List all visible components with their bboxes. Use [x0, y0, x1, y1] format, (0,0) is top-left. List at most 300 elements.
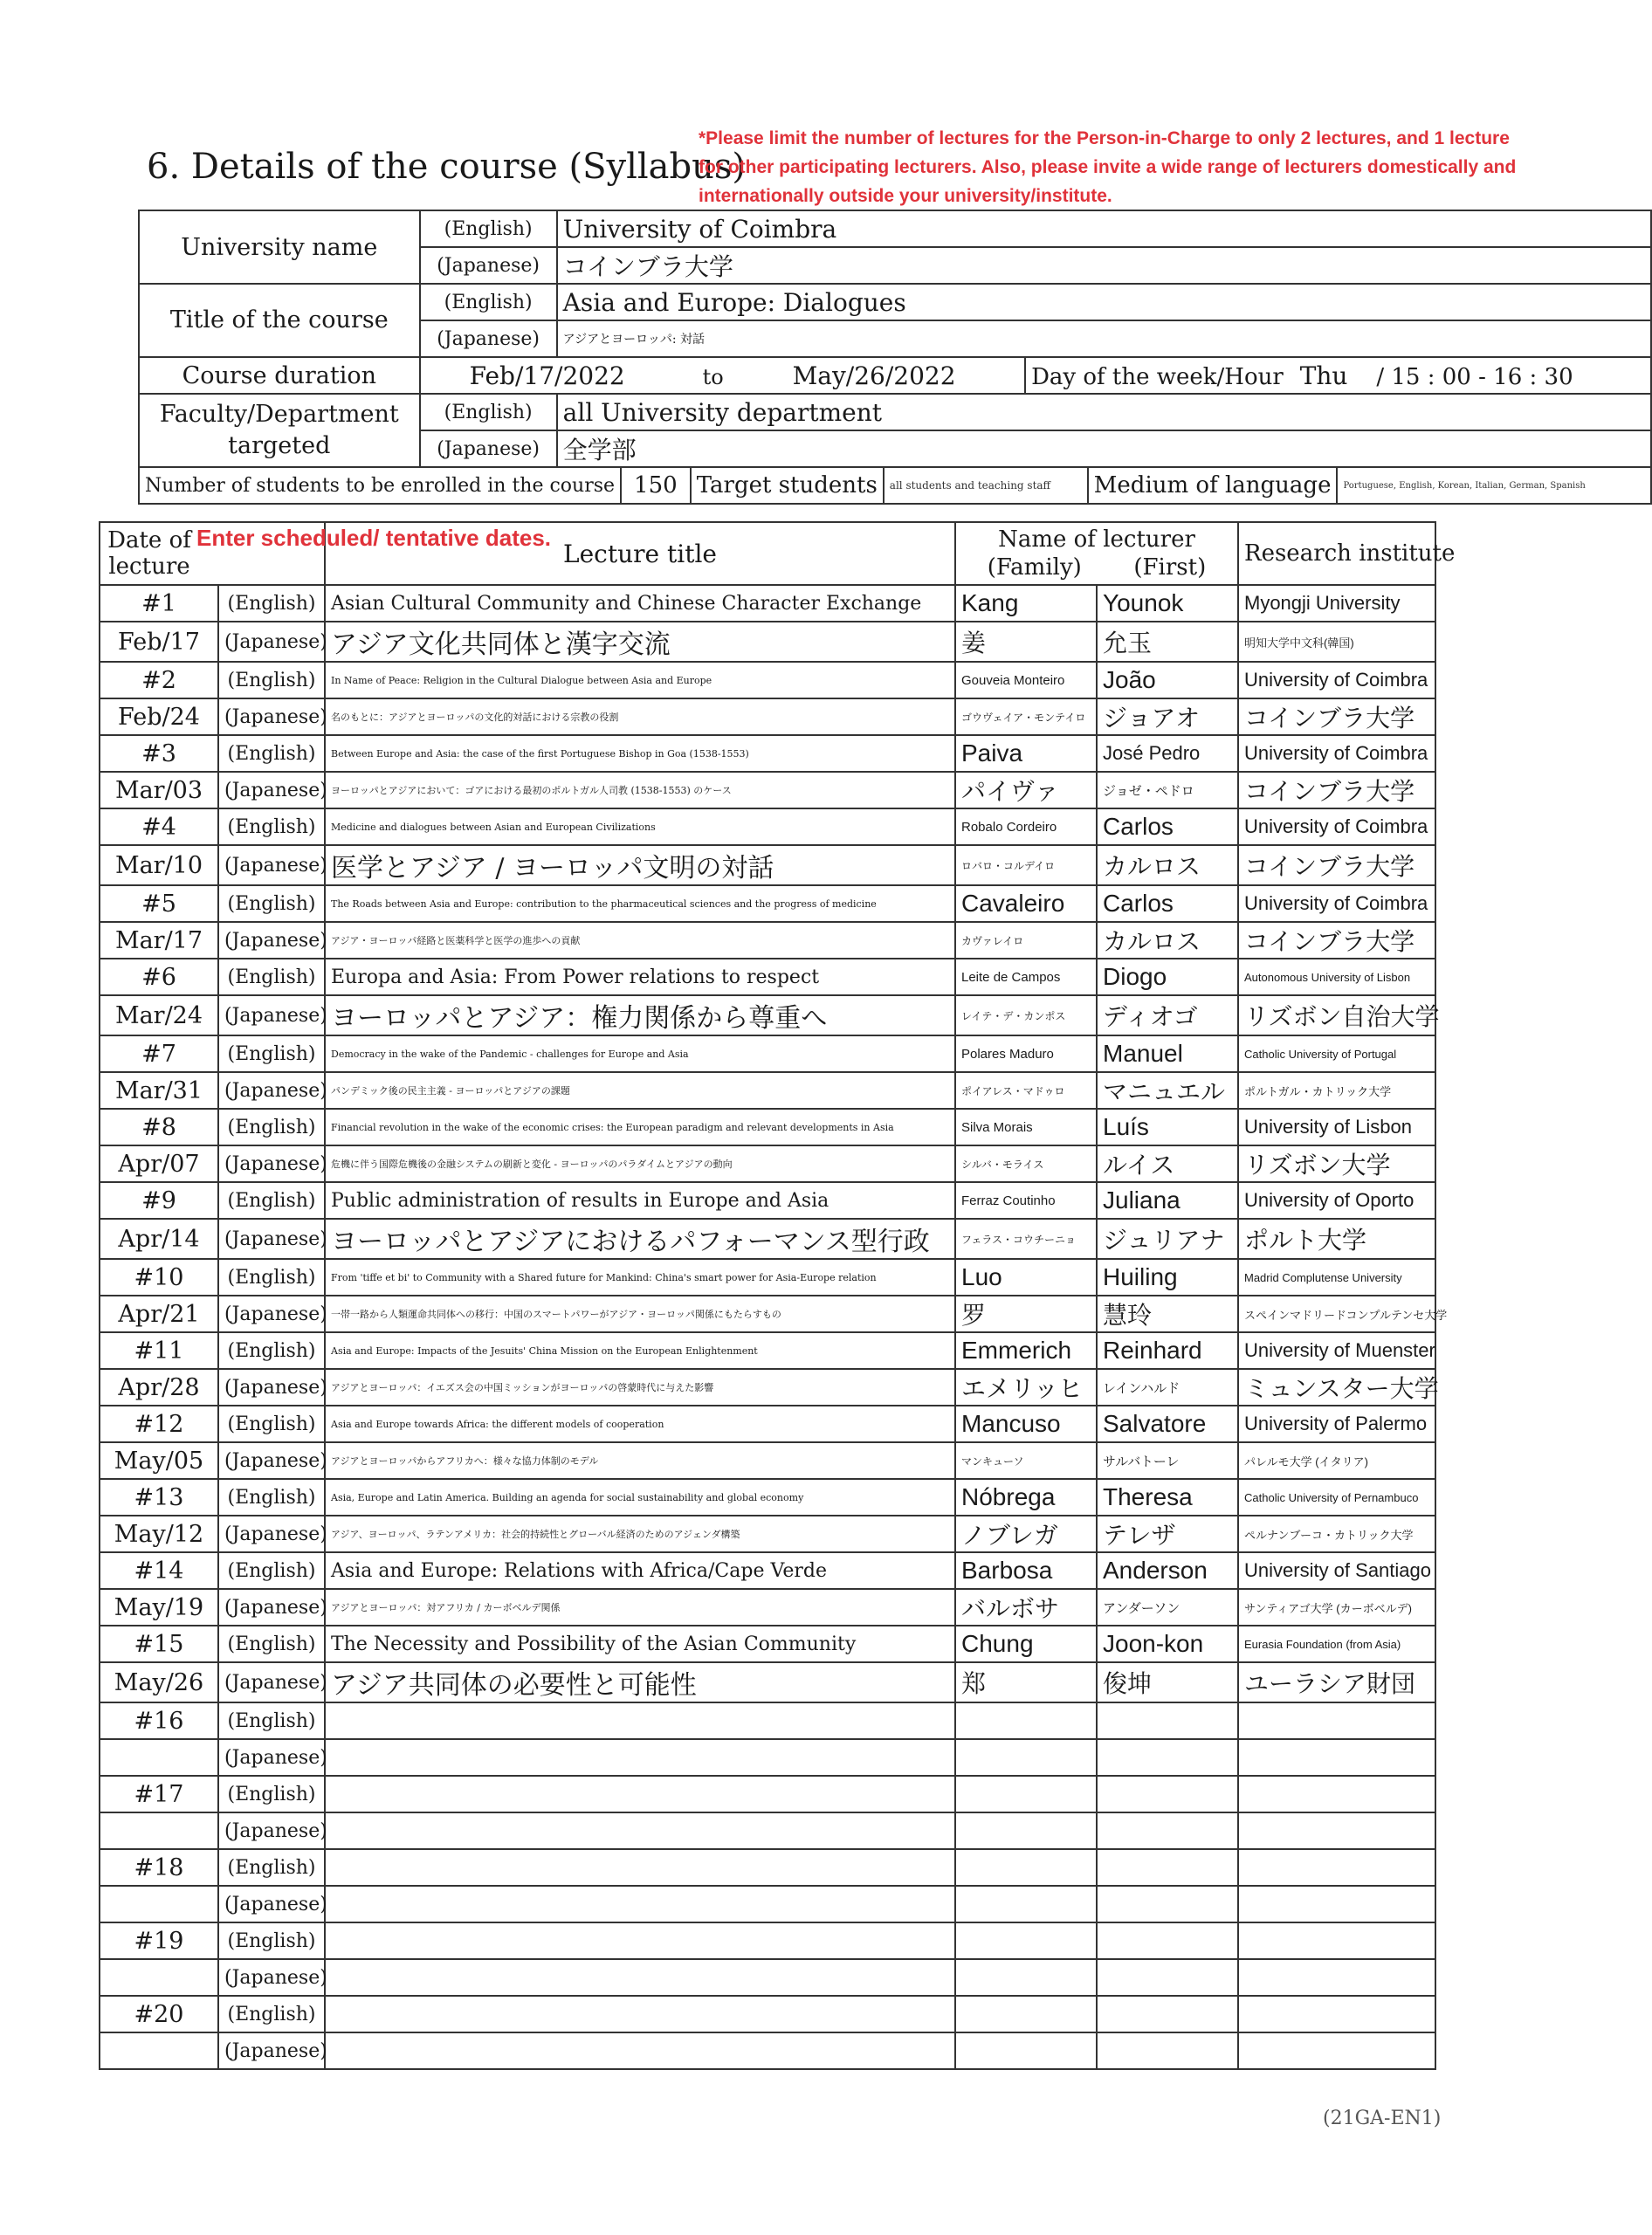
lecture-row — [100, 1922, 1435, 1959]
japanese-label: (Japanese) — [218, 1739, 325, 1776]
institute-jp[interactable] — [1238, 1739, 1435, 1776]
lecturer-family-jp[interactable]: マンキューソ — [955, 1442, 1097, 1479]
institute-en[interactable]: University of Oporto — [1238, 1182, 1435, 1219]
lecturer-family-en[interactable]: Barbosa — [955, 1552, 1097, 1589]
english-label: (English) — [218, 959, 325, 995]
date-header — [100, 522, 552, 585]
institute-en[interactable] — [1238, 1922, 1435, 1959]
lecture-date[interactable]: Apr/14 — [100, 1219, 218, 1259]
lecturer-family-en[interactable]: Luo — [955, 1259, 1097, 1296]
lecturer-first-en[interactable] — [1097, 1996, 1238, 2032]
lecture-date[interactable]: Feb/17 — [100, 622, 218, 662]
lecture-title-jp[interactable]: ヨーロッパとアジアにおいて：ゴアにおける最初のポルトガル人司教 (1538-1553) のケース — [325, 772, 955, 808]
lecture-title-en[interactable]: Democracy in the wake of the Pandemic - challenges for Europe and Asia — [325, 1035, 955, 1072]
lecturer-first-en[interactable]: Diogo — [1097, 959, 1238, 995]
lecture-title-jp[interactable]: 一帯一路から人類運命共同体への移行：中国のスマートパワーがアジア・ヨーロッパ関係にもたらすもの — [325, 1296, 955, 1332]
lecture-row-jp — [100, 1959, 1435, 1996]
lecture-row-jp — [100, 622, 1435, 662]
lecture-title-jp[interactable] — [325, 2032, 955, 2069]
lecture-number: #4 — [100, 808, 218, 845]
lecture-number: #16 — [100, 1702, 218, 1739]
lecturer-first-en[interactable]: José Pedro — [1097, 735, 1238, 772]
lecture-row — [100, 1849, 1435, 1886]
institute-en[interactable]: University of Coimbra — [1238, 808, 1435, 845]
lecture-title-header: Lecture title — [325, 522, 955, 585]
num-students-value[interactable]: 150 — [620, 468, 692, 503]
medium-label: Medium of language — [1087, 468, 1337, 503]
english-label: (English) — [218, 1776, 325, 1812]
lecturer-family-jp[interactable]: ゴウヴェイア・モンテイロ — [955, 698, 1097, 735]
lecture-date[interactable]: Apr/21 — [100, 1296, 218, 1332]
page-title: 6. Details of the course (Syllabus) — [147, 147, 747, 187]
lecture-date[interactable]: Apr/07 — [100, 1145, 218, 1182]
lecturer-family-jp[interactable] — [955, 2032, 1097, 2069]
japanese-label: (Japanese) — [420, 430, 557, 467]
day-value: Thu — [1299, 361, 1348, 390]
japanese-label: (Japanese) — [218, 1072, 325, 1109]
lecture-row — [100, 1996, 1435, 2032]
lecturer-family-jp[interactable]: ロバロ・コルデイロ — [955, 845, 1097, 885]
institute-jp[interactable] — [1238, 2032, 1435, 2069]
lecture-title-jp[interactable]: アジア・ヨーロッパ経路と医薬科学と医学の進歩への貢献 — [325, 922, 955, 959]
lecturer-family-jp[interactable]: フェラス・コウチーニョ — [955, 1219, 1097, 1259]
english-label: (English) — [218, 808, 325, 845]
university-en-value[interactable]: University of Coimbra — [557, 210, 1651, 247]
time-value: / 15 : 00 - 16 : 30 — [1376, 363, 1573, 390]
family-label: (Family) — [987, 554, 1082, 581]
lecture-title-en[interactable]: Medicine and dialogues between Asian and European Civilizations — [325, 808, 955, 845]
institute-en[interactable]: University of Santiago — [1238, 1552, 1435, 1589]
japanese-label: (Japanese) — [218, 1369, 325, 1406]
institute-jp[interactable] — [1238, 1959, 1435, 1996]
lecturer-first-jp[interactable]: 允玉 — [1097, 622, 1238, 662]
japanese-label: (Japanese) — [218, 922, 325, 959]
lecturer-family-en[interactable]: Gouveia Monteiro — [955, 662, 1097, 698]
institute-jp[interactable]: コインブラ大学 — [1238, 698, 1435, 735]
japanese-label: (Japanese) — [218, 995, 325, 1035]
lecturer-family-en[interactable]: Robalo Cordeiro — [955, 808, 1097, 845]
lecture-date[interactable] — [100, 1739, 218, 1776]
english-label: (English) — [218, 735, 325, 772]
lecturer-first-jp[interactable] — [1097, 1812, 1238, 1849]
lecture-title-jp[interactable]: アジア文化共同体と漢字交流 — [325, 622, 955, 662]
lecturer-family-en[interactable]: Kang — [955, 585, 1097, 622]
lecture-title-en[interactable]: Between Europe and Asia: the case of the first Portuguese Bishop in Goa (1538-1553) — [325, 735, 955, 772]
english-label: (English) — [218, 585, 325, 622]
lecturer-family-jp[interactable] — [955, 1812, 1097, 1849]
lecturer-first-jp[interactable]: 俊坤 — [1097, 1662, 1238, 1702]
first-label: (First) — [1133, 554, 1207, 581]
lecturer-first-jp[interactable] — [1097, 1886, 1238, 1922]
lecturer-first-jp[interactable] — [1097, 2032, 1238, 2069]
institute-en[interactable] — [1238, 1776, 1435, 1812]
english-label: (English) — [218, 1332, 325, 1369]
lecture-date[interactable] — [100, 1812, 218, 1849]
english-label: (English) — [218, 1702, 325, 1739]
faculty-jp-value[interactable]: 全学部 — [557, 430, 1651, 467]
lecturer-first-en[interactable]: Theresa — [1097, 1479, 1238, 1516]
institute-jp[interactable]: スペインマドリードコンプルテンセ大学 — [1238, 1296, 1435, 1332]
english-label: (English) — [218, 1182, 325, 1219]
lecturer-first-jp[interactable]: テレザ — [1097, 1516, 1238, 1552]
lecture-title-jp[interactable]: 医学とアジア / ヨーロッパ文明の対話 — [325, 845, 955, 885]
lecture-number: #8 — [100, 1109, 218, 1145]
lecturer-family-jp[interactable]: ノブレガ — [955, 1516, 1097, 1552]
japanese-label: (Japanese) — [218, 698, 325, 735]
lecturer-family-en[interactable]: Emmerich — [955, 1332, 1097, 1369]
lecturer-first-en[interactable]: Carlos — [1097, 885, 1238, 922]
lecturer-family-jp[interactable] — [955, 1886, 1097, 1922]
japanese-label: (Japanese) — [218, 1959, 325, 1996]
lecture-number: #10 — [100, 1259, 218, 1296]
lecture-row — [100, 1626, 1435, 1662]
english-label: (English) — [420, 394, 557, 430]
lecture-title-en[interactable]: Asian Cultural Community and Chinese Character Exchange — [325, 585, 955, 622]
institute-jp[interactable]: リズボン大学 — [1238, 1145, 1435, 1182]
lecture-row — [100, 1552, 1435, 1589]
lecture-title-jp[interactable]: 名のもとに：アジアとヨーロッパの文化的対話における宗教の役割 — [325, 698, 955, 735]
lecturer-first-jp[interactable] — [1097, 1739, 1238, 1776]
lecture-title-jp[interactable] — [325, 1886, 955, 1922]
lecture-row-jp — [100, 1812, 1435, 1849]
institute-jp[interactable]: ポルトガル・カトリック大学 — [1238, 1072, 1435, 1109]
japanese-label: (Japanese) — [218, 622, 325, 662]
institute-en[interactable]: Catholic University of Portugal — [1238, 1035, 1435, 1072]
lecture-title-jp[interactable]: アジアとヨーロッパからアフリカへ：様々な協力体制のモデル — [325, 1442, 955, 1479]
lecture-date[interactable] — [100, 1959, 218, 1996]
lecturer-family-en[interactable] — [955, 1922, 1097, 1959]
japanese-label: (Japanese) — [218, 1662, 325, 1702]
lecture-title-jp[interactable]: アジアとヨーロッパ：イエズス会の中国ミッションがヨーロッパの啓蒙時代に与えた影響 — [325, 1369, 955, 1406]
lecturer-first-jp[interactable]: ジョゼ・ペドロ — [1097, 772, 1238, 808]
lecturer-first-jp[interactable]: レインハルド — [1097, 1369, 1238, 1406]
lecture-title-en[interactable]: From 'tiffe et bi' to Community with a Shared future for Mankind: China's smart power for Asia-Europe relation — [325, 1259, 955, 1296]
institute-en[interactable]: Eurasia Foundation (from Asia) — [1238, 1626, 1435, 1662]
institute-jp[interactable]: ユーラシア財団 — [1238, 1662, 1435, 1702]
lecturer-family-jp[interactable]: カヴァレイロ — [955, 922, 1097, 959]
english-label: (English) — [218, 1996, 325, 2032]
lecture-title-jp[interactable]: アジア、ヨーロッパ、ラテンアメリカ：社会的持続性とグローバル経済のためのアジェンダ構築 — [325, 1516, 955, 1552]
lecture-title-en[interactable] — [325, 1996, 955, 2032]
lecturer-first-en[interactable]: Reinhard — [1097, 1332, 1238, 1369]
course-duration-label: Course duration — [139, 357, 420, 394]
lecture-row-jp — [100, 1296, 1435, 1332]
course-title-jp-value[interactable]: アジアとヨーロッパ: 対話 — [557, 320, 1651, 357]
institute-jp[interactable] — [1238, 1886, 1435, 1922]
institute-jp[interactable]: ポルト大学 — [1238, 1219, 1435, 1259]
lecturer-first-jp[interactable]: 慧玲 — [1097, 1296, 1238, 1332]
lecture-row — [100, 735, 1435, 772]
lecture-row-jp — [100, 1886, 1435, 1922]
lecture-row-jp — [100, 1516, 1435, 1552]
lecture-number: #3 — [100, 735, 218, 772]
lecture-title-en[interactable]: Asia and Europe: Impacts of the Jesuits' China Mission on the European Enlightenment — [325, 1332, 955, 1369]
institute-en[interactable] — [1238, 1849, 1435, 1886]
students-row — [139, 467, 1337, 504]
institute-en[interactable]: University of Lisbon — [1238, 1109, 1435, 1145]
target-students-value[interactable]: all students and teaching staff — [883, 468, 1087, 503]
start-date: Feb/17/2022 — [469, 361, 625, 390]
institute-jp[interactable] — [1238, 1812, 1435, 1849]
lecturer-first-jp[interactable]: ディオゴ — [1097, 995, 1238, 1035]
lecture-row — [100, 662, 1435, 698]
lecture-title-jp[interactable] — [325, 1959, 955, 1996]
enter-dates-note: Enter scheduled/ tentative dates. — [196, 525, 552, 551]
lecture-row — [100, 1182, 1435, 1219]
lecture-date[interactable]: May/19 — [100, 1589, 218, 1626]
lecture-number: #9 — [100, 1182, 218, 1219]
lecture-number: #11 — [100, 1332, 218, 1369]
institute-header: Research institute — [1238, 522, 1435, 585]
lecture-row — [100, 885, 1435, 922]
lecture-date[interactable]: May/12 — [100, 1516, 218, 1552]
institute-jp[interactable]: コインブラ大学 — [1238, 772, 1435, 808]
lecture-title-jp[interactable]: パンデミック後の民主主義 - ヨーロッパとアジアの課題 — [325, 1072, 955, 1109]
lecture-date[interactable]: Feb/24 — [100, 698, 218, 735]
day-hour-cell[interactable] — [1025, 357, 1651, 394]
lecture-number: #19 — [100, 1922, 218, 1959]
lecture-title-en[interactable]: The Necessity and Possibility of the Asian Community — [325, 1626, 955, 1662]
lecturer-first-en[interactable] — [1097, 1849, 1238, 1886]
lecturer-first-en[interactable]: Manuel — [1097, 1035, 1238, 1072]
lecture-table — [99, 521, 1456, 2070]
institute-en[interactable]: University of Coimbra — [1238, 735, 1435, 772]
lecturer-family-en[interactable]: Ferraz Coutinho — [955, 1182, 1097, 1219]
lecture-row — [100, 1259, 1435, 1296]
lecture-row-jp — [100, 845, 1435, 885]
lecturer-family-en[interactable] — [955, 1849, 1097, 1886]
institute-en[interactable]: University of Coimbra — [1238, 662, 1435, 698]
lecture-title-en[interactable]: Financial revolution in the wake of the economic crises: the European paradigm and relevant developments in Asia — [325, 1109, 955, 1145]
lecturer-first-jp[interactable] — [1097, 1959, 1238, 1996]
english-label: (English) — [218, 885, 325, 922]
institute-en[interactable]: University of Palermo — [1238, 1406, 1435, 1442]
japanese-label: (Japanese) — [218, 1516, 325, 1552]
lecture-title-en[interactable]: Asia and Europe: Relations with Africa/Cape Verde — [325, 1552, 955, 1589]
lecturer-family-jp[interactable]: パイヴァ — [955, 772, 1097, 808]
lecture-title-jp[interactable] — [325, 1812, 955, 1849]
institute-en[interactable] — [1238, 1996, 1435, 2032]
medium-value[interactable]: Portuguese, English, Korean, Italian, German, Spanish — [1337, 467, 1651, 504]
lecturer-family-jp[interactable]: ポイアレス・マドゥロ — [955, 1072, 1097, 1109]
lecturer-first-en[interactable]: Luís — [1097, 1109, 1238, 1145]
lecturer-first-en[interactable]: Salvatore — [1097, 1406, 1238, 1442]
lecturer-family-en[interactable]: Silva Morais — [955, 1109, 1097, 1145]
lecture-title-en[interactable]: The Roads between Asia and Europe: contribution to the pharmaceutical sciences and the progress of medicine — [325, 885, 955, 922]
english-label: (English) — [218, 1849, 325, 1886]
lecture-title-jp[interactable]: 危機に伴う国際危機後の金融システムの刷新と変化 - ヨーロッパのパラダイムとアジアの動向 — [325, 1145, 955, 1182]
lecturer-first-en[interactable]: João — [1097, 662, 1238, 698]
faculty-en-value[interactable]: all University department — [557, 394, 1651, 430]
institute-jp[interactable]: ミュンスター大学 — [1238, 1369, 1435, 1406]
lecturer-family-jp[interactable]: 姜 — [955, 622, 1097, 662]
lecturer-first-jp[interactable]: カルロス — [1097, 922, 1238, 959]
lecture-row — [100, 1479, 1435, 1516]
institute-jp[interactable]: パレルモ大学 (イタリア) — [1238, 1442, 1435, 1479]
lecture-date[interactable]: Mar/17 — [100, 922, 218, 959]
lecturer-family-jp[interactable]: バルボサ — [955, 1589, 1097, 1626]
lecture-title-en[interactable]: Asia, Europe and Latin America. Building an agenda for social sustainability and global economy — [325, 1479, 955, 1516]
lecture-row-jp — [100, 1589, 1435, 1626]
lecture-row-jp — [100, 995, 1435, 1035]
lecture-title-jp[interactable]: ヨーロッパとアジア：権力関係から尊重へ — [325, 995, 955, 1035]
lecture-date[interactable]: May/26 — [100, 1662, 218, 1702]
japanese-label: (Japanese) — [218, 1589, 325, 1626]
institute-en[interactable]: Catholic University of Pernambuco — [1238, 1479, 1435, 1516]
lecture-number: #12 — [100, 1406, 218, 1442]
lecture-title-jp[interactable]: アジアとヨーロッパ：対アフリカ / カーボベルデ関係 — [325, 1589, 955, 1626]
lecturer-first-en[interactable]: Juliana — [1097, 1182, 1238, 1219]
course-title-label: Title of the course — [139, 284, 420, 357]
lecturer-family-en[interactable] — [955, 1702, 1097, 1739]
institute-en[interactable]: Autonomous University of Lisbon — [1238, 959, 1435, 995]
lecturer-first-jp[interactable]: アンダーソン — [1097, 1589, 1238, 1626]
lecturer-family-jp[interactable]: エメリッヒ — [955, 1369, 1097, 1406]
university-jp-value[interactable]: コインブラ大学 — [557, 247, 1651, 284]
lecturer-family-en[interactable]: Polares Maduro — [955, 1035, 1097, 1072]
japanese-label: (Japanese) — [218, 1812, 325, 1849]
faculty-label: Faculty/Department targeted — [139, 394, 420, 467]
lecture-date[interactable]: Mar/10 — [100, 845, 218, 885]
institute-en[interactable]: Myongji University — [1238, 585, 1435, 622]
lecture-title-en[interactable] — [325, 1776, 955, 1812]
lecture-number: #5 — [100, 885, 218, 922]
japanese-label: (Japanese) — [420, 320, 557, 357]
institute-jp[interactable]: リズボン自治大学 — [1238, 995, 1435, 1035]
lecture-title-jp[interactable]: アジア共同体の必要性と可能性 — [325, 1662, 955, 1702]
japanese-label: (Japanese) — [218, 1296, 325, 1332]
lecturer-first-jp[interactable]: ジュリアナ — [1097, 1219, 1238, 1259]
lecture-row — [100, 1332, 1435, 1369]
institute-jp[interactable]: コインブラ大学 — [1238, 845, 1435, 885]
lecture-date[interactable]: Mar/31 — [100, 1072, 218, 1109]
instruction-note: *Please limit the number of lectures for the Person-in-Charge to only 2 lectures, and 1 lecture for other participating lecturers. Also, please invite a wide range of lecturers domestically and internationally outside your university/institute. — [699, 128, 1517, 206]
lecture-date[interactable]: Mar/24 — [100, 995, 218, 1035]
lecture-row-jp — [100, 698, 1435, 735]
lecture-title-en[interactable]: Asia and Europe towards Africa: the different models of cooperation — [325, 1406, 955, 1442]
english-label: (English) — [218, 1406, 325, 1442]
lecturer-first-en[interactable]: Huiling — [1097, 1259, 1238, 1296]
lecturer-first-en[interactable]: Carlos — [1097, 808, 1238, 845]
lecturer-first-jp[interactable]: サルバトーレ — [1097, 1442, 1238, 1479]
lecture-number: #15 — [100, 1626, 218, 1662]
lecturer-family-en[interactable]: Mancuso — [955, 1406, 1097, 1442]
lecturer-first-jp[interactable]: ルイス — [1097, 1145, 1238, 1182]
lecture-number: #18 — [100, 1849, 218, 1886]
lecture-date[interactable]: May/05 — [100, 1442, 218, 1479]
day-of-week-label: Day of the week/Hour — [1031, 363, 1284, 390]
lecture-title-en[interactable]: Europa and Asia: From Power relations to respect — [325, 959, 955, 995]
institute-jp[interactable]: 明知大学中文科(韓国) — [1238, 622, 1435, 662]
lecture-row — [100, 959, 1435, 995]
japanese-label: (Japanese) — [218, 845, 325, 885]
lecture-date[interactable] — [100, 2032, 218, 2069]
lecture-date[interactable]: Mar/03 — [100, 772, 218, 808]
lecturer-first-jp[interactable]: マニュエル — [1097, 1072, 1238, 1109]
lecturer-first-jp[interactable]: ジョアオ — [1097, 698, 1238, 735]
lecturer-family-jp[interactable]: 罗 — [955, 1296, 1097, 1332]
lecturer-header — [955, 522, 1238, 585]
lecture-row-jp — [100, 1369, 1435, 1406]
lecturer-family-en[interactable]: Nóbrega — [955, 1479, 1097, 1516]
lecture-number: #7 — [100, 1035, 218, 1072]
lecture-title-en[interactable] — [325, 1922, 955, 1959]
lecture-number: #2 — [100, 662, 218, 698]
japanese-label: (Japanese) — [218, 2032, 325, 2069]
lecturer-family-jp[interactable] — [955, 1959, 1097, 1996]
course-info-table — [138, 210, 1652, 505]
lecturer-family-en[interactable]: Leite de Campos — [955, 959, 1097, 995]
lecturer-family-jp[interactable]: レイテ・デ・カンポス — [955, 995, 1097, 1035]
lecturer-first-en[interactable]: Joon-kon — [1097, 1626, 1238, 1662]
lecturer-family-jp[interactable]: シルバ・モライス — [955, 1145, 1097, 1182]
lecture-number: #20 — [100, 1996, 218, 2032]
lecture-title-en[interactable] — [325, 1849, 955, 1886]
english-label: (English) — [218, 1109, 325, 1145]
lecture-row — [100, 1109, 1435, 1145]
lecturer-first-en[interactable]: Younok — [1097, 585, 1238, 622]
lecture-number: #17 — [100, 1776, 218, 1812]
lecture-row-jp — [100, 772, 1435, 808]
lecture-row — [100, 1776, 1435, 1812]
lecture-title-en[interactable]: In Name of Peace: Religion in the Cultural Dialogue between Asia and Europe — [325, 662, 955, 698]
lecturer-first-en[interactable] — [1097, 1776, 1238, 1812]
lecturer-family-en[interactable] — [955, 1996, 1097, 2032]
date-header-label: Date of lecture — [107, 527, 191, 580]
institute-en[interactable]: University of Coimbra — [1238, 885, 1435, 922]
lecture-date[interactable] — [100, 1886, 218, 1922]
lecturer-family-en[interactable]: Paiva — [955, 735, 1097, 772]
institute-en[interactable]: University of Muenster — [1238, 1332, 1435, 1369]
lecturer-first-en[interactable] — [1097, 1922, 1238, 1959]
lecture-row-jp — [100, 1072, 1435, 1109]
lecture-title-jp[interactable] — [325, 1739, 955, 1776]
institute-jp[interactable]: コインブラ大学 — [1238, 922, 1435, 959]
duration-values[interactable] — [420, 357, 1026, 394]
lecturer-family-en[interactable]: Cavaleiro — [955, 885, 1097, 922]
institute-jp[interactable]: ペルナンブーコ・カトリック大学 — [1238, 1516, 1435, 1552]
english-label: (English) — [218, 1259, 325, 1296]
to-label: to — [702, 364, 724, 389]
lecture-date[interactable]: Apr/28 — [100, 1369, 218, 1406]
lecturer-family-en[interactable] — [955, 1776, 1097, 1812]
course-title-en-value[interactable]: Asia and Europe: Dialogues — [557, 284, 1651, 320]
lecturer-family-en[interactable]: Chung — [955, 1626, 1097, 1662]
english-label: (English) — [218, 1035, 325, 1072]
lecture-title-jp[interactable]: ヨーロッパとアジアにおけるパフォーマンス型行政 — [325, 1219, 955, 1259]
japanese-label: (Japanese) — [218, 1145, 325, 1182]
lecture-row-jp — [100, 1662, 1435, 1702]
institute-en[interactable]: Madrid Complutense University — [1238, 1259, 1435, 1296]
lecturer-family-jp[interactable] — [955, 1739, 1097, 1776]
lecture-row — [100, 1035, 1435, 1072]
lecture-number: #1 — [100, 585, 218, 622]
lecture-title-en[interactable]: Public administration of results in Europe and Asia — [325, 1182, 955, 1219]
japanese-label: (Japanese) — [218, 1886, 325, 1922]
lecturer-first-jp[interactable]: カルロス — [1097, 845, 1238, 885]
lecture-title-en[interactable] — [325, 1702, 955, 1739]
lecture-row-jp — [100, 1739, 1435, 1776]
lecture-row-jp — [100, 1145, 1435, 1182]
lecturer-family-jp[interactable]: 郑 — [955, 1662, 1097, 1702]
english-label: (English) — [218, 1626, 325, 1662]
institute-jp[interactable]: サンティアゴ大学 (カーボベルデ) — [1238, 1589, 1435, 1626]
institute-en[interactable] — [1238, 1702, 1435, 1739]
lecturer-first-en[interactable]: Anderson — [1097, 1552, 1238, 1589]
english-label: (English) — [218, 1922, 325, 1959]
lecture-row-jp — [100, 1442, 1435, 1479]
lecturer-first-en[interactable] — [1097, 1702, 1238, 1739]
